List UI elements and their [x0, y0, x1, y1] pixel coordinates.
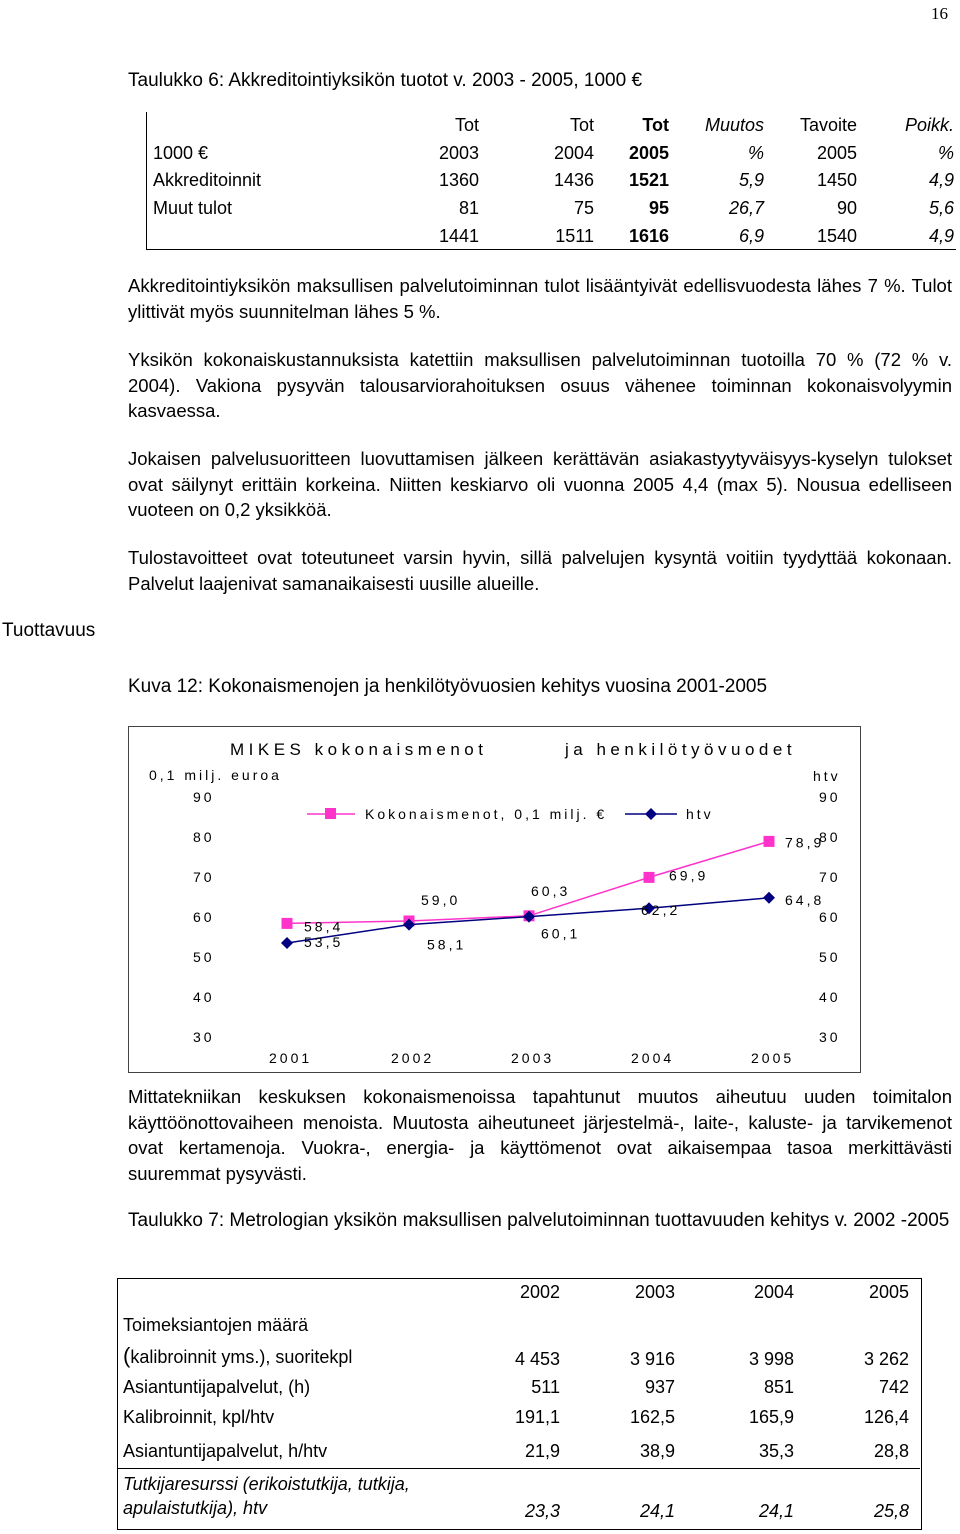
data-point-expenses	[282, 918, 293, 929]
table6-header-cell: Muutos	[704, 115, 764, 135]
table6-cell: 1441	[438, 226, 479, 246]
table6-cell: Akkreditoinnit	[153, 170, 262, 190]
paragraph-targets: Tulostavoitteet ovat toteutuneet varsin hyvin, sillä palvelujen kysyntä voitiin tyydyttää kokonaan. Palvelut laajenivat samanaikaisesti uusille alueille.	[128, 547, 952, 594]
data-point-expenses	[644, 872, 655, 883]
table7-cell: 24,1	[639, 1501, 675, 1521]
x-tick-label: 2001	[269, 1050, 313, 1066]
table7-divider	[118, 1468, 920, 1469]
table7-cell: 511	[531, 1377, 560, 1397]
left-tick-label: 90	[193, 789, 215, 805]
table7-cell: 38,9	[639, 1441, 675, 1461]
table6-cell: 6,9	[738, 226, 764, 246]
table7-cell: 165,9	[748, 1407, 794, 1427]
table7-cell: 21,9	[524, 1441, 560, 1461]
table7-row-label: Asiantuntijapalvelut, (h)	[123, 1377, 311, 1397]
data-label-expenses: 69,9	[669, 867, 709, 884]
table6-cell: 95	[648, 198, 669, 218]
table6-cell: Muut tulot	[153, 198, 233, 218]
table6-header-row-2	[147, 141, 957, 168]
table6-caption	[128, 68, 642, 94]
table7-cell: 24,1	[758, 1501, 794, 1521]
line-chart	[129, 727, 862, 1074]
table6-cell: 5,6	[928, 198, 954, 218]
table7-cell: 742	[878, 1377, 909, 1397]
data-label-htv: 58,1	[427, 936, 467, 953]
table7-row-label: apulaistutkija), htv	[123, 1498, 268, 1518]
legend-label-htv: htv	[686, 806, 714, 822]
data-label-htv: 64,8	[785, 891, 825, 908]
table6-header-row-1	[147, 113, 957, 140]
right-tick-label: 40	[819, 989, 841, 1005]
left-tick-label: 30	[193, 1029, 215, 1045]
data-label-expenses: 78,9	[785, 834, 825, 851]
table7-row-label-paren: (	[123, 1343, 131, 1368]
table7-cell: 3 916	[629, 1349, 675, 1369]
legend-marker-htv	[645, 808, 657, 820]
figure12-caption-text: : Kokonaismenojen ja henkilötyövuosien kehitys vuosina 2001-2005	[197, 676, 768, 697]
table6-cell: 4,9	[928, 226, 954, 246]
chart-title-left: MIKES kokonaismenot	[230, 740, 488, 759]
left-tick-label: 80	[193, 829, 215, 845]
data-point-htv	[281, 937, 293, 949]
right-axis-label: htv	[813, 768, 841, 784]
paragraph-cost-coverage: Yksikön kokonaiskustannuksista katettiin maksullisen palvelutoiminnan tuotoilla 70 % (72 % v. 2004). Vakiona pysyvän talousarviorahoituksen osuus vähenee toiminnan kokonaisvolyymin kasvaessa.	[128, 349, 952, 422]
table7-cell: 4 453	[514, 1349, 560, 1369]
table7-cell: 937	[644, 1377, 675, 1397]
table7-row-label: Tutkijaresurssi (erikoistutkija, tutkija,	[123, 1474, 410, 1494]
legend-marker-expenses	[325, 808, 336, 819]
right-tick-label: 90	[819, 789, 841, 805]
table6-cell: 1521	[628, 170, 669, 190]
paragraph-customer-survey: Jokaisen palvelusuoritteen luovuttamisen jälkeen kerättävän asiakastyytyväisyys-kyselyn tulokset ovat säilynyt erittäin korkeina. Niitten keskiarvo oli vuonna 2005 4,4 (max 5). Nousua edelliseen vuoteen on 0,2 yksikköä.	[128, 448, 952, 521]
chart-container	[128, 726, 861, 1073]
table6-header-cell: 2005	[628, 143, 669, 163]
side-label-productivity: Tuottavuus	[2, 620, 96, 641]
data-label-htv: 53,5	[304, 934, 344, 950]
table-row	[147, 168, 957, 195]
table6-caption-label: Taulukko 6:	[128, 70, 225, 91]
table6-header-cell: Tot	[642, 115, 669, 135]
table7-row-label	[123, 1341, 352, 1371]
table7-cell: 25,8	[873, 1501, 909, 1521]
data-label-htv: 60,1	[541, 925, 581, 942]
data-label-expenses: 60,3	[531, 882, 571, 899]
table7-row-label-rest: kalibroinnit yms.), suoritekpl	[130, 1347, 353, 1367]
x-tick-label: 2004	[631, 1050, 675, 1066]
table7-cell: 3 998	[748, 1349, 794, 1369]
table7-cell: 126,4	[863, 1407, 909, 1427]
table6-header-cell: 2005	[816, 143, 857, 163]
table-row	[147, 224, 957, 251]
table6-cell: 75	[573, 198, 594, 218]
left-tick-label: 70	[193, 869, 215, 885]
x-tick-label: 2002	[391, 1050, 435, 1066]
data-label-expenses: 58,4	[304, 918, 344, 935]
table6-cell: 1450	[816, 170, 857, 190]
table6-cell: 81	[458, 198, 479, 218]
data-label-htv: 62,2	[641, 902, 681, 919]
table7-row-label: Asiantuntijapalvelut, h/htv	[123, 1441, 328, 1461]
chart-title-right: ja henkilötyövuodet	[565, 740, 797, 759]
data-label-expenses: 59,0	[421, 892, 461, 908]
table7-cell: 35,3	[758, 1441, 794, 1461]
right-tick-label: 60	[819, 909, 841, 925]
table-row	[147, 196, 957, 223]
table7-cell: 191,1	[514, 1407, 560, 1427]
table6-header-cell: 2004	[553, 143, 594, 163]
table6-cell: 1540	[816, 226, 857, 246]
table6-header-cell: Tot	[454, 115, 479, 135]
table6-cell: 26,7	[728, 198, 764, 218]
table6	[146, 112, 956, 250]
left-axis-label: 0,1 milj. euroa	[149, 767, 282, 783]
data-point-expenses	[764, 836, 775, 847]
table6-header-cell: 1000 €	[153, 143, 209, 163]
table7-caption-label: Taulukko 7:	[128, 1210, 225, 1231]
table6-header-cell: Tot	[569, 115, 594, 135]
right-tick-label: 80	[819, 829, 841, 845]
figure12-caption	[128, 674, 767, 700]
table7-row-label: Kalibroinnit, kpl/htv	[123, 1407, 275, 1427]
right-tick-label: 30	[819, 1029, 841, 1045]
table7-year-header: 2002	[519, 1282, 560, 1302]
table6-header-cell: 2003	[438, 143, 479, 163]
table7-cell: 851	[763, 1377, 794, 1397]
table7-year-header: 2005	[868, 1282, 909, 1302]
legend-label-expenses: Kokonaismenot, 0,1 milj. €	[365, 806, 608, 822]
figure12-caption-label: Kuva 12	[128, 676, 198, 697]
table6-cell: 4,9	[928, 170, 954, 190]
table7-caption	[128, 1208, 952, 1234]
table6-header-cell: Tavoite	[799, 115, 857, 135]
table6-cell: 1436	[553, 170, 594, 190]
table7	[117, 1278, 922, 1530]
table6-cell: 90	[836, 198, 857, 218]
left-tick-label: 60	[193, 909, 215, 925]
table7-cell: 23,3	[524, 1501, 560, 1521]
table6-cell: 5,9	[738, 170, 764, 190]
right-tick-label: 70	[819, 869, 841, 885]
table7-year-header: 2003	[634, 1282, 675, 1302]
right-tick-label: 50	[819, 949, 841, 965]
table6-header-cell: %	[747, 143, 764, 163]
table7-cell: 162,5	[629, 1407, 675, 1427]
data-point-htv	[763, 892, 775, 904]
left-tick-label: 50	[193, 949, 215, 965]
page-number: 16	[931, 4, 948, 23]
table6-header-cell: Poikk.	[904, 115, 954, 135]
left-tick-label: 40	[193, 989, 215, 1005]
paragraph-total-expenses: Mittatekniikan keskuksen kokonaismenoissa tapahtunut muutos aiheutuu uuden toimitalon käyttöönottovaiheen menoista. Muutosta aiheutuneet järjestelmä-, laite-, kaluste- ja tarvikemenot ovat kertamenoja. Vuokra-, energia- ja käyttömenot ovat aikaisempaa tasoa merkittävästi suuremmat pysyvästi.	[128, 1086, 952, 1184]
x-tick-label: 2005	[751, 1050, 795, 1066]
table6-cell: 1616	[628, 226, 669, 246]
table7-cell: 28,8	[873, 1441, 909, 1461]
table7-row-label: Toimeksiantojen määrä	[123, 1315, 309, 1335]
paragraph-income-growth: Akkreditointiyksikön maksullisen palvelutoiminnan tulot lisääntyivät edellisvuodesta lähes 7 %. Tulot ylittivät myös suunnitelman lähes 5 %.	[128, 275, 952, 322]
table7-year-header: 2004	[753, 1282, 794, 1302]
table6-cell: 1511	[555, 226, 594, 246]
x-tick-label: 2003	[511, 1050, 555, 1066]
table6-header-cell: %	[937, 143, 954, 163]
table7-cell: 3 262	[863, 1349, 909, 1369]
table6-caption-text: Akkreditointiyksikön tuotot v. 2003 - 2005, 1000 €	[224, 70, 643, 91]
table6-cell: 1360	[438, 170, 479, 190]
table7-caption-text: Metrologian yksikön maksullisen palvelutoiminnan tuottavuuden kehitys v. 2002 -2005	[224, 1210, 950, 1231]
